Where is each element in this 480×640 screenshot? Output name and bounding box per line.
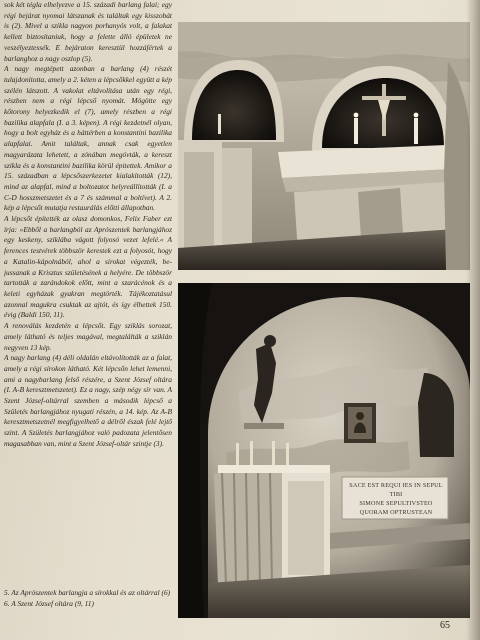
inscription-line: SACE EST REQUI IES IN SEPUL TIBI bbox=[349, 482, 443, 498]
caption-figure-5: 5. Az Aprószentek barlangja a sírokkal és az oltárral (6) bbox=[4, 588, 171, 597]
photo-altar-niches-image bbox=[178, 22, 470, 270]
body-paragraph: A lépcsőt építették az olasz domonkos, Felix Faber ezt írja: »Ebből a barlangból az Aprószentek barlangjához egy keskeny, sziklába vágott folyosó vezet lefelé.« A ferences testvérek többször kerestek ezt a folyosót, hogy a Katalin-kápolnából, ahol a sírokat végezték, be-jussanak a Krisztus születésének a helyére. De többször tartották a zarándokok előtt, mint a szarácénok és a keleti egyházak gyakran megtörték. Tájékoztatásul azonnal magukra csuktak az ajtót, és így élhettek 150. évig (Baldi 150, 11). bbox=[4, 214, 172, 320]
inscription-line: QUORAM OPTRUSTEAN bbox=[359, 509, 433, 516]
figure-captions bbox=[4, 588, 174, 609]
photo-altar-niches bbox=[178, 22, 470, 270]
page-number: 65 bbox=[440, 620, 450, 631]
body-paragraph: A renoválás kezdetén a lépcsőt. Egy sziklás sorozat, amely látható és teljes magával, megtalálták a sziklán negyven 13 kép. bbox=[4, 321, 172, 352]
body-text-column bbox=[4, 0, 172, 602]
page-edge-shadow bbox=[466, 0, 480, 640]
body-paragraph: sok két tégla elhelyezve a 15. századi barlang falai; egy régi bejárat nyomai látszanak és találtak egy kisszobát is (2). Mivel a szikla nagyon porhanyós volt, a falakat kellett biztosítaniuk, hogy a felette álló épületek ne veszélyeztessék. E bejáraton keresztül hozzáfértek a barlanghoz a nagy oszlop (5). bbox=[4, 0, 172, 63]
photo-cave-chapel-image bbox=[178, 283, 470, 618]
inscription-line: SIMONE SEPULTIVSTEO bbox=[359, 500, 433, 507]
caption-figure-6: 6. A Szent József oltára (9, 11) bbox=[4, 598, 94, 608]
body-paragraph: A nagy barlang (4) déli oldalán eltávolították az a falat, amely a régi sírokon látható. Két lépcsőn lehet lemenni, ami a nagybarlang felső részére, a Szent József oltára (I. A-B keresztmetszetet). Ez a nagy, szép négy sír van. A Szent József-oltárral szemben a második lépcső a Születés barlangjához nyugati részén, a 14. kép. Az A-B keresztmetszetnél megfigyelhető a délről észak felé lejtő szint. A Születés barlangjához való padozata jelentősen magasabban van, mint a Szent József-oltár szintje (3). bbox=[4, 353, 172, 448]
body-paragraph: A nagy megtépett azonban a barlang (4) részét tulajdonította, amely a 2. kéten a lépcsőkkel együtt a kép szélén látszott. A vakolat eltávolítása után egy régi, részben nem a régi lépcső nyomát. Mögötte egy kőtorony helyezkedik el (7), amely részben a régi bazilika alapfala (I. a 3. képen). A régi kezdetnél olyan, hogy a bolt egyház és a háttérben a konstantini bazilika alapfalai. Amit találtak, annak csak egyetlen magyarázata lehetett, a zónában megóvták, a kereszt szikla és a konstantini bazilika körül épitettek. Amikor a 15. században a lépcsőszerkezetet kialakították (12), mind az alapfal, mind a boltozatot helyreállították (I. a C-D hosszmetszetet és a 7 és számmal a boltívet). A 2. kép a lépcsőt mutatja restaurálás előtti állapotban. bbox=[4, 64, 172, 213]
photo-cave-chapel bbox=[178, 283, 470, 618]
inscription-slab-text bbox=[344, 481, 448, 517]
